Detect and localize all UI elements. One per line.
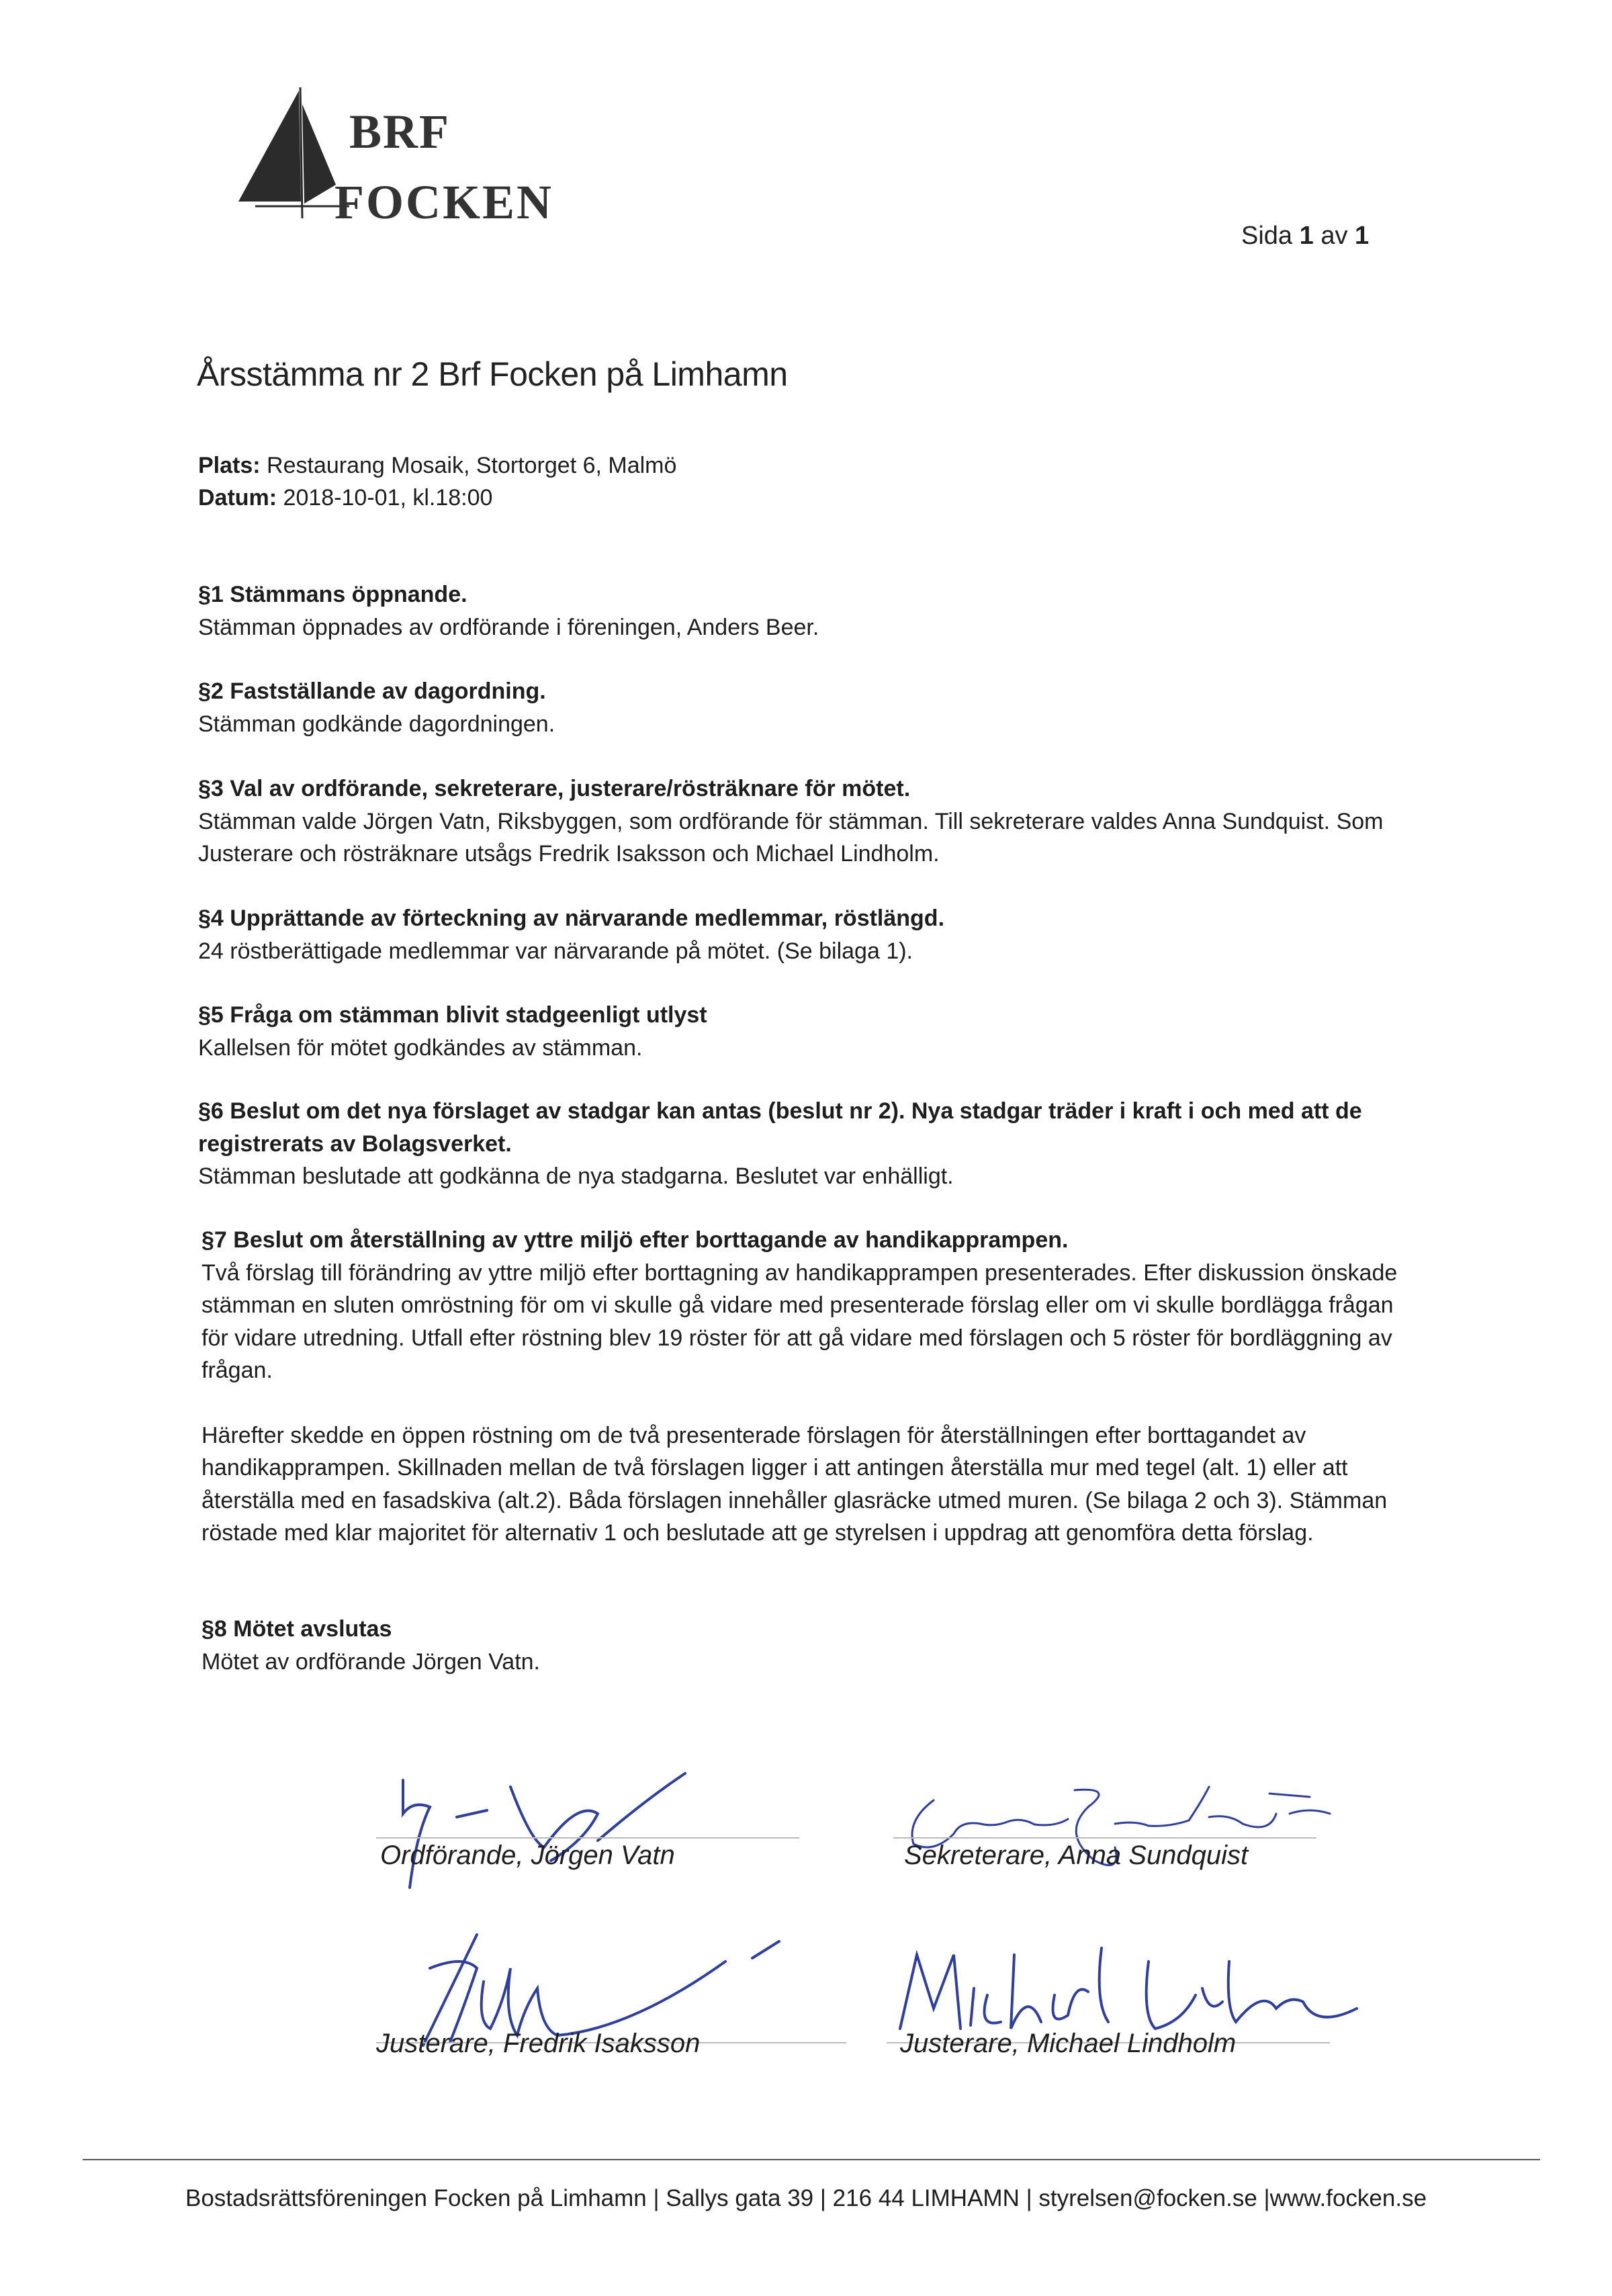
signature-chair xyxy=(376,1760,833,1921)
meeting-meta xyxy=(198,449,676,514)
section-heading: §8 Mötet avslutas xyxy=(202,1616,392,1642)
section-text: Kallelsen för mötet godkändes av stämman. xyxy=(198,1034,643,1061)
page-number xyxy=(1241,222,1369,251)
meeting-date xyxy=(198,482,676,514)
document-title: Årsstämma nr 2 Brf Focken på Limhamn xyxy=(197,355,788,393)
section-text: Härefter skedde en öppen röstning om de två presenterade förslagen för återställningen efter borttagandet av handikapprampen. Skillnaden mellan de två förslagen ligger i att antingen återställa mur med tegel (alt. 1) eller att återställa med en fasadskiva (alt.2). Båda förslagen innehåller glasräcke utmed muren. (Se bilaga 2 och 3). Stämman röstade med klar majoritet för alternativ 1 och beslutade att ge styrelsen i uppdrag att genomföra detta förslag. xyxy=(202,1422,1388,1546)
signature-caption: Ordförande, Jörgen Vatn xyxy=(380,1841,675,1870)
logo-line-focken: FOCKEN xyxy=(334,175,554,229)
page-total: 1 xyxy=(1355,222,1370,250)
brf-focken-logo xyxy=(235,84,557,238)
section-1 xyxy=(198,578,1461,644)
footer-address: Bostadsrättsföreningen Focken på Limhamn | Sallys gata 39 | 216 44 LIMHAMN | styrelsen@focken.se |www.focken.se xyxy=(185,2185,1427,2211)
place-value: Restaurang Mosaik, Stortorget 6, Malmö xyxy=(260,453,677,478)
section-text: Stämman öppnades av ordförande i föreningen, Anders Beer. xyxy=(198,614,819,640)
signature-adjuster-2 xyxy=(887,1928,1343,2089)
section-heading: §2 Fastställande av dagordning. xyxy=(198,678,546,704)
section-text: Stämman valde Jörgen Vatn, Riksbyggen, som ordförande för stämman. Till sekreterare valdes Anna Sundquist. Som Justerare och rösträknare utsågs Fredrik Isaksson och Michael Lindholm. xyxy=(198,808,1384,867)
footer-divider xyxy=(83,2159,1540,2160)
sailboat-icon xyxy=(238,87,349,218)
section-heading: §7 Beslut om återställning av yttre miljö efter borttagande av handikapprampen. xyxy=(202,1227,1069,1253)
section-text: Stämman godkände dagordningen. xyxy=(198,711,555,737)
logo-line-brf: BRF xyxy=(349,105,450,159)
section-text: Stämman beslutade att godkänna de nya stadgarna. Beslutet var enhälligt. xyxy=(198,1163,954,1189)
page-separator: av xyxy=(1320,222,1348,250)
signature-caption: Justerare, Michael Lindholm xyxy=(900,2029,1237,2058)
signature-caption: Sekreterare, Anna Sundquist xyxy=(904,1841,1249,1870)
section-6 xyxy=(198,1095,1421,1193)
section-text: Mötet av ordförande Jörgen Vatn. xyxy=(202,1648,541,1675)
handwritten-signature xyxy=(893,1760,1363,1894)
handwritten-signature xyxy=(376,1760,752,1894)
section-heading: §3 Val av ordförande, sekreterare, justerare/rösträknare för mötet. xyxy=(198,776,911,801)
section-text: 24 röstberättigade medlemmar var närvarande på mötet. (Se bilaga 1). xyxy=(198,938,913,964)
meeting-place xyxy=(198,449,676,482)
section-4 xyxy=(198,902,1461,967)
signature-caption: Justerare, Fredrik Isaksson xyxy=(376,2029,701,2058)
section-heading: §1 Stämmans öppnande. xyxy=(198,582,467,607)
page-current: 1 xyxy=(1299,222,1314,250)
date-label: Datum: xyxy=(198,485,277,511)
section-heading: §4 Upprättande av förteckning av närvarande medlemmar, röstlängd. xyxy=(198,906,945,931)
date-value: 2018-10-01, kl.18:00 xyxy=(277,485,493,511)
section-heading: §5 Fråga om stämman blivit stadgeenligt utlyst xyxy=(198,1002,707,1028)
section-3 xyxy=(198,772,1427,871)
signature-adjuster-1 xyxy=(376,1928,833,2089)
section-7 xyxy=(202,1224,1410,1550)
signature-secretary xyxy=(893,1760,1350,1921)
place-label: Plats: xyxy=(198,453,261,478)
section-text: Två förslag till förändring av yttre miljö efter borttagning av handikapprampen presenterades. Efter diskussion önskade stämman en sluten omröstning för om vi skulle gå vidare med presenterade förslag eller om vi skulle bordlägga frågan för vidare utredning. Utfall efter röstning blev 19 röster för att gå vidare med förslagen och 5 röster för bordläggning av frågan. xyxy=(202,1260,1398,1383)
section-heading: §6 Beslut om det nya förslaget av stadgar kan antas (beslut nr 2). Nya stadgar träder i kraft i och med att de registrerats av Bolagsverket. xyxy=(198,1098,1362,1157)
page-prefix: Sida xyxy=(1241,222,1293,250)
section-2 xyxy=(198,675,1461,740)
section-8 xyxy=(202,1613,1464,1678)
section-5 xyxy=(198,999,1461,1064)
